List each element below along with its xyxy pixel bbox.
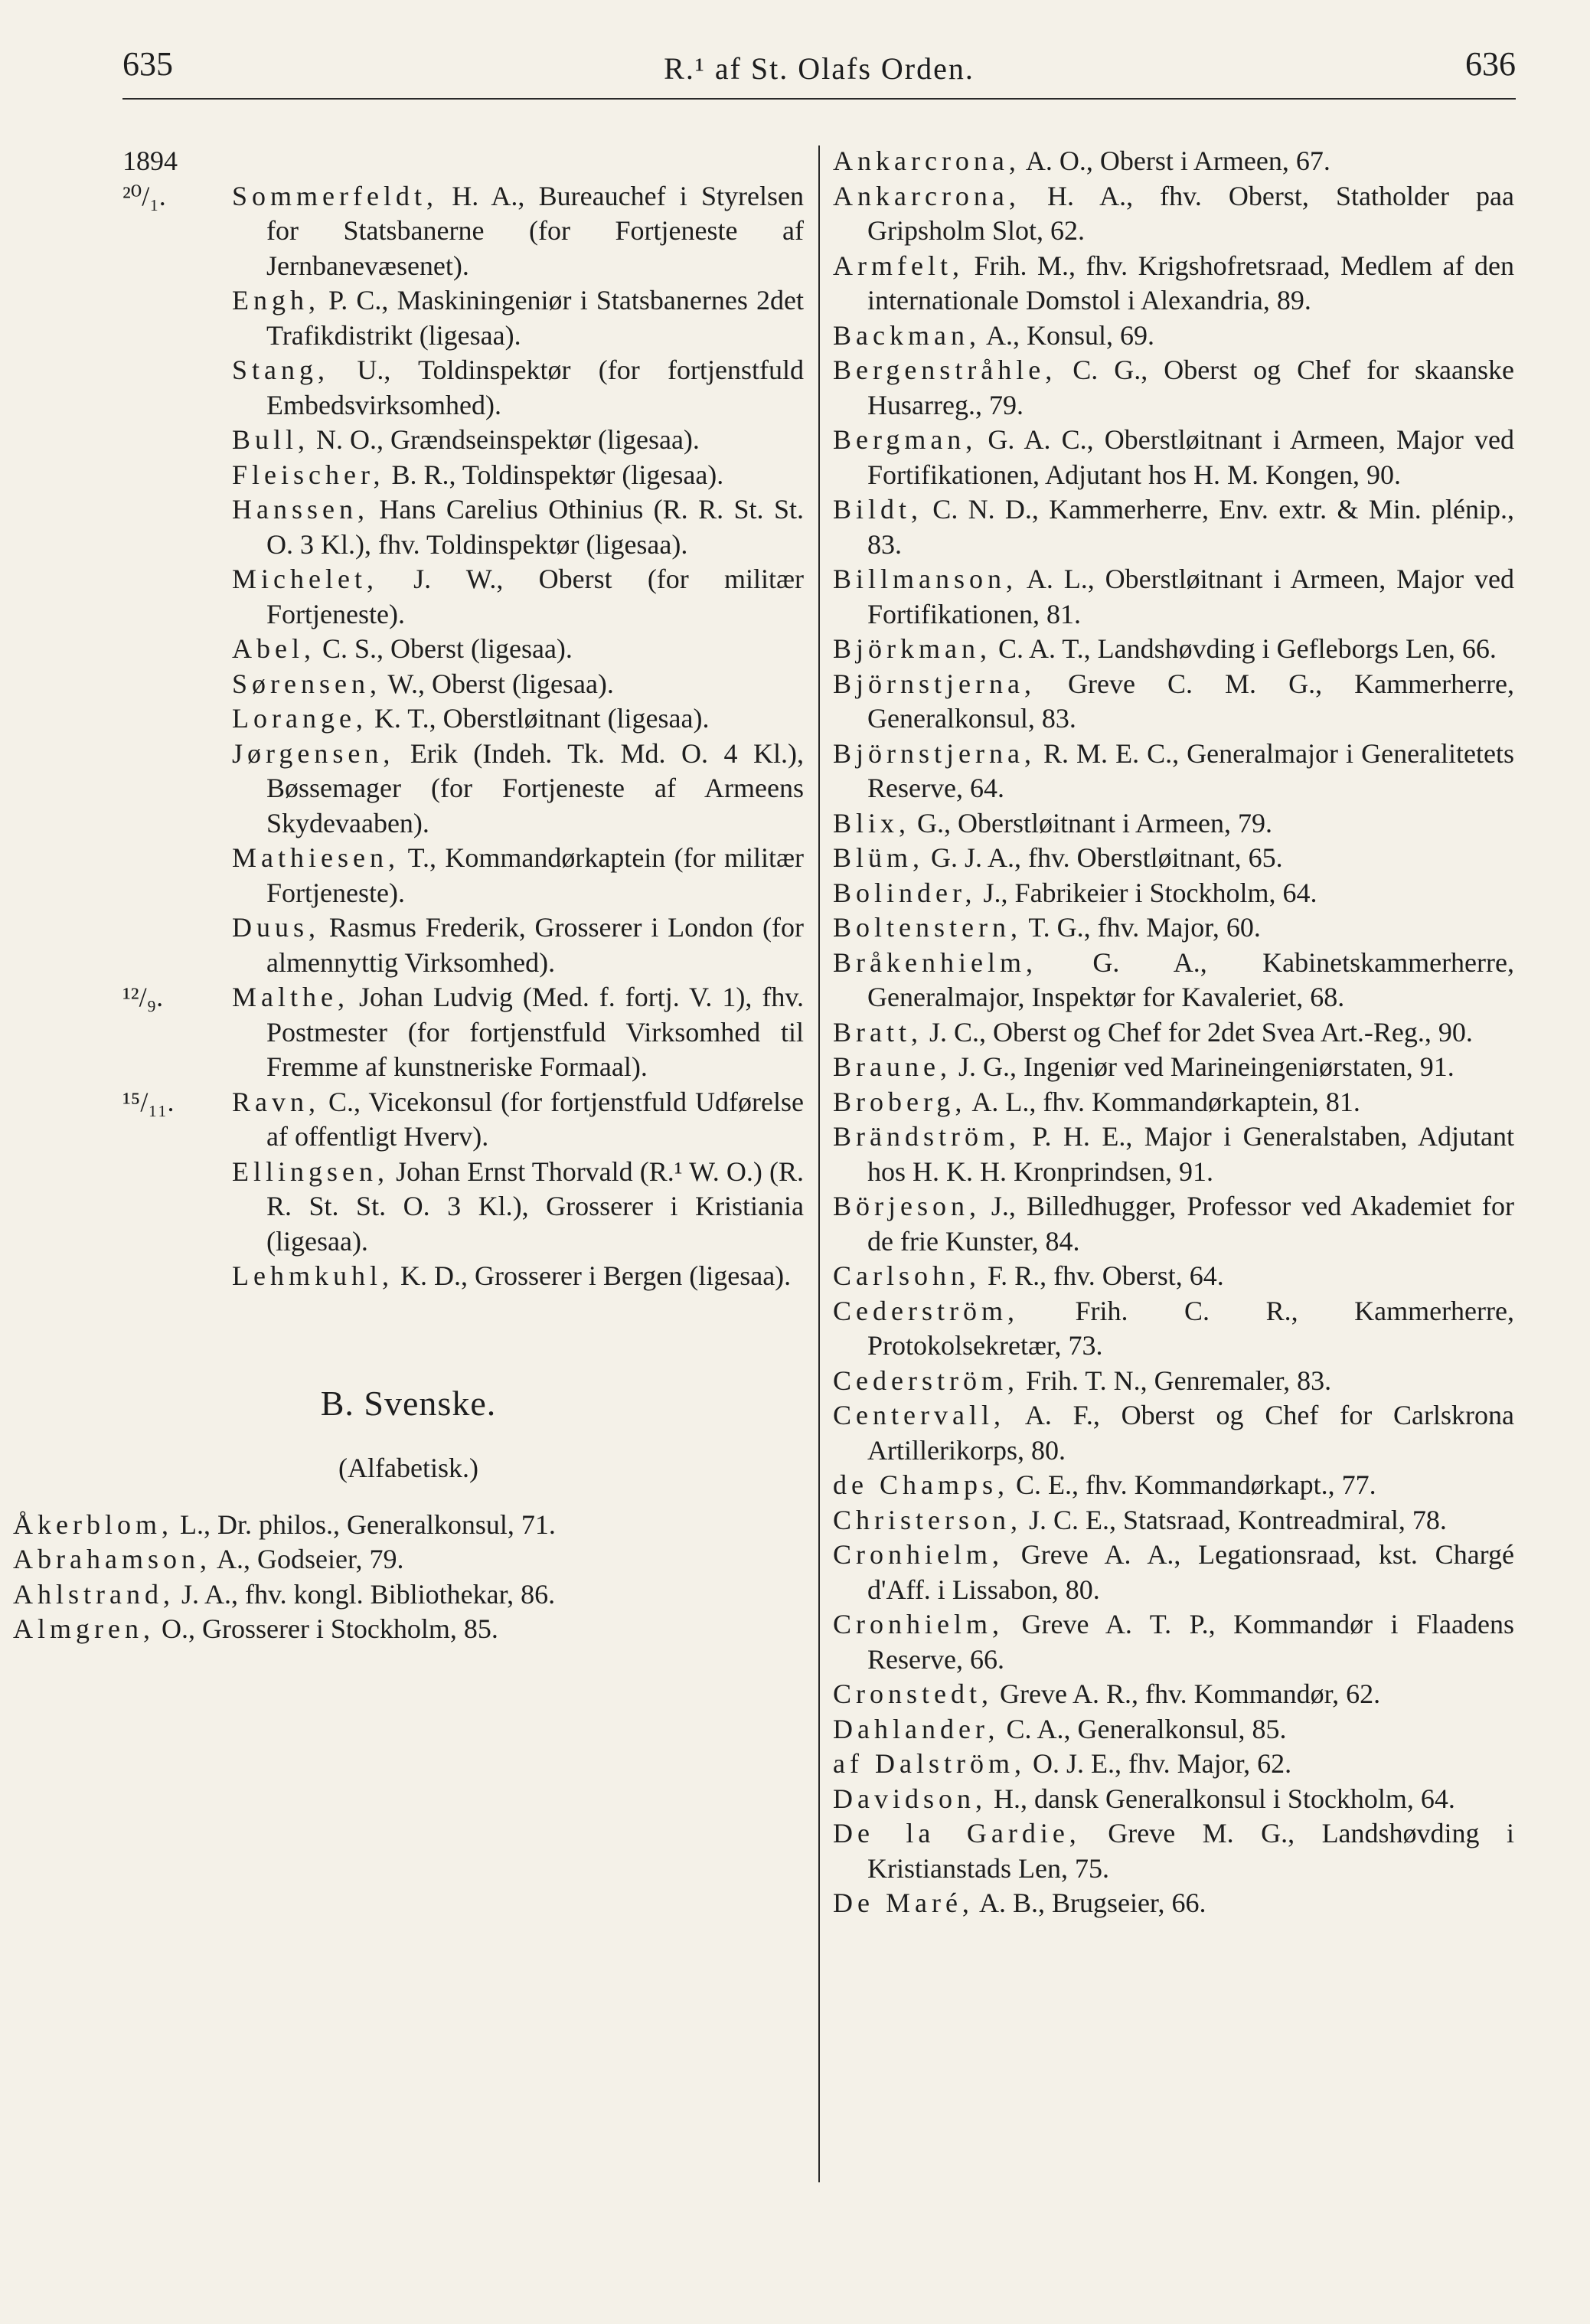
entry-text: G., Oberstløitnant i Armeen, 79.	[910, 807, 1272, 838]
entry	[833, 1050, 1514, 1085]
header-rule	[122, 98, 1516, 100]
entry	[833, 1747, 1514, 1782]
entry-text: Greve M. G., Landshøvding i Kristianstads Len, 75.	[867, 1818, 1515, 1884]
entry-body	[232, 423, 804, 458]
entry-name: Blix,	[833, 807, 911, 838]
entry-name: Lehmkuhl,	[232, 1260, 393, 1291]
entry-name: Cronstedt,	[833, 1678, 993, 1709]
entry-body	[232, 562, 804, 632]
entry-date: ¹²/₉.	[122, 982, 164, 1012]
entry-text: A. O., Oberst i Armeen, 67.	[1020, 145, 1330, 176]
entry-body	[232, 179, 804, 284]
entry	[13, 1612, 804, 1647]
entry-text: L., Dr. philos., Generalkonsul, 71.	[172, 1508, 556, 1540]
entry-text: Johan Ludvig (Med. f. fortj. V. 1), fhv. Postmester (for fortjenstfuld Virksomhed til Fremme af kunstneriske Formaal).	[266, 982, 804, 1082]
entry-body	[232, 667, 804, 702]
entry-body	[232, 980, 804, 1085]
entry-name: Mathiesen,	[232, 842, 400, 873]
entry	[833, 876, 1514, 911]
entry-name: Christerson,	[833, 1504, 1022, 1535]
entry-text: T. G., fhv. Major, 60.	[1021, 912, 1261, 943]
entry	[13, 1542, 804, 1577]
entry	[833, 249, 1514, 319]
entry-body	[232, 1155, 804, 1260]
entry-text: Johan Ernst Thorvald (R.¹ W. O.) (R. R. St. St. O. 3 Kl.), Grosserer i Kristiania (ligesaa).	[266, 1155, 804, 1257]
section-subtitle: (Alfabetisk.)	[338, 1453, 478, 1483]
entry	[833, 806, 1514, 842]
entry	[833, 1782, 1514, 1817]
entry	[13, 1577, 804, 1613]
entry	[122, 980, 804, 1085]
entry	[122, 737, 804, 842]
entry-name: af Dalström,	[833, 1748, 1026, 1779]
entry-text: A. L., fhv. Kommandørkaptein, 81.	[966, 1086, 1360, 1117]
entry-body	[232, 1085, 804, 1155]
entry-name: Cronhielm,	[833, 1609, 1004, 1639]
entry-name: Bolinder,	[833, 877, 977, 908]
entry-name: Armfelt,	[833, 250, 964, 281]
entry	[833, 1364, 1514, 1399]
entry-name: Björnstjerna,	[833, 737, 1036, 769]
entry-name: Malthe,	[232, 982, 349, 1012]
entry-name: Bergenstråhle,	[833, 355, 1057, 385]
entry	[833, 1607, 1514, 1677]
entry	[833, 1294, 1514, 1364]
entry-text: G. A. C., Oberstløitnant i Armeen, Major ved Fortifikationen, Adjutant hos H. M. Kongen, 90.	[867, 424, 1514, 490]
entry-name: Engh,	[232, 285, 320, 315]
entry-text: Greve A. A., Legationsraad, kst. Chargé d'Aff. i Lissabon, 80.	[867, 1539, 1514, 1605]
entry	[833, 1538, 1514, 1607]
entry	[833, 737, 1514, 806]
entry-body	[232, 632, 804, 667]
entry-text: A. F., Oberst og Chef for Carlskrona Artillerikorps, 80.	[867, 1400, 1514, 1466]
entry-name: Åkerblom,	[13, 1508, 173, 1540]
entry-name: Sommerfeldt,	[232, 180, 438, 211]
entry-name: Braune,	[833, 1051, 952, 1082]
entry-name: Brändström,	[833, 1121, 1020, 1152]
entry-text: J. C. E., Statsraad, Kontreadmiral, 78.	[1022, 1504, 1447, 1535]
entry-text: Greve C. M. G., Kammerherre, Generalkonsul, 83.	[867, 668, 1514, 734]
entry-text: K. T., Oberstløitnant (ligesaa).	[367, 703, 710, 734]
entry-name: Stang,	[232, 355, 330, 385]
entry-text: Rasmus Frederik, Grosserer i London (for almennyttig Virksomhed).	[266, 912, 804, 978]
entry-text: R. M. E. C., Generalmajor i Generalitetets Reserve, 64.	[867, 737, 1514, 803]
entry-name: Boltenstern,	[833, 912, 1022, 943]
entry-name: Björkman,	[833, 633, 991, 664]
entry-text: W., Oberst (ligesaa).	[380, 668, 614, 699]
entry	[122, 353, 804, 423]
entry-name: Cederström,	[833, 1295, 1019, 1326]
entry-name: Abrahamson,	[13, 1544, 211, 1574]
entry	[833, 1886, 1514, 1921]
entry-name: de Champs,	[833, 1469, 1009, 1500]
entry	[833, 562, 1514, 632]
entry-name: Bildt,	[833, 494, 923, 525]
entry	[122, 179, 804, 284]
entry-name: Davidson,	[833, 1783, 987, 1814]
entry-name: Björnstjerna,	[833, 668, 1036, 699]
entry	[833, 1398, 1514, 1468]
entry	[833, 1503, 1514, 1538]
right-column	[833, 144, 1514, 1921]
entry-text: B. R., Toldinspektør (ligesaa).	[384, 459, 724, 490]
entry	[833, 910, 1514, 946]
entry-name: Michelet,	[232, 564, 378, 594]
entry	[833, 179, 1514, 249]
entry-name: Cronhielm,	[833, 1539, 1004, 1570]
entry-text: H. A., fhv. Oberst, Statholder paa Gripsholm Slot, 62.	[867, 180, 1514, 246]
entry-body	[232, 841, 804, 910]
entry-text: A. L., Oberstløitnant i Armeen, Major ved Fortifikationen, 81.	[867, 564, 1514, 629]
entry	[122, 562, 804, 632]
entry	[833, 1259, 1514, 1294]
entry-name: Bull,	[232, 424, 310, 455]
column-divider	[818, 145, 820, 2182]
entry-text: Frih. C. R., Kammerherre, Protokolsekretær, 73.	[867, 1295, 1514, 1361]
entry	[833, 1677, 1514, 1712]
entry	[122, 458, 804, 493]
entry-text: A., Godseier, 79.	[211, 1544, 404, 1574]
entry-name: Dahlander,	[833, 1713, 1000, 1744]
entry-name: Bergman,	[833, 424, 978, 455]
entry-name: Ellingsen,	[232, 1155, 389, 1187]
entry-text: J., Billedhugger, Professor ved Akademiet for de frie Kunster, 84.	[867, 1191, 1514, 1257]
entry	[833, 319, 1514, 354]
entry-text: H., dansk Generalkonsul i Stockholm, 64.	[987, 1783, 1455, 1814]
entry-date: ¹⁵/₁₁.	[122, 1086, 175, 1117]
entry-name: Jørgensen,	[232, 737, 395, 769]
entry-name: Billmanson,	[833, 564, 1018, 594]
entry-name: Cederström,	[833, 1365, 1019, 1396]
entry	[833, 1015, 1514, 1051]
entry-body	[232, 1259, 804, 1294]
entry-body	[232, 492, 804, 562]
entry-text: C. G., Oberst og Chef for skaanske Husarreg., 79.	[867, 355, 1514, 420]
entry-name: Ravn,	[232, 1086, 320, 1117]
entry	[122, 632, 804, 667]
entry-text: C. A. T., Landshøvding i Gefleborgs Len, 66.	[991, 633, 1497, 664]
entry-text: J. G., Ingeniør ved Marineingeniørstaten, 91.	[951, 1051, 1455, 1082]
entry-text: G. A., Kabinetskammerherre, Generalmajor, Inspektør for Kavaleriet, 68.	[867, 946, 1514, 1012]
entry-name: Blüm,	[833, 842, 925, 873]
entry-name: Backman,	[833, 319, 981, 351]
entry-text: P. C., Maskiningeniør i Statsbanernes 2det Trafikdistrikt (ligesaa).	[266, 285, 804, 351]
entry	[833, 1816, 1514, 1886]
entry-name: Duus,	[232, 912, 321, 943]
entry-text: H. A., Bureauchef i Styrelsen for Statsbanerne (for Fortjeneste af Jernbanevæsenet).	[266, 180, 804, 281]
entry-text: J. W., Oberst (for militær Fortjeneste).	[266, 564, 804, 629]
entry-body	[232, 353, 804, 423]
entry-text: F. R., fhv. Oberst, 64.	[981, 1260, 1224, 1291]
norwegian-entries	[122, 179, 804, 1294]
entry-name: Centervall,	[833, 1400, 1005, 1430]
left-page-number: 635	[122, 45, 173, 83]
running-title: R.¹ af St. Olafs Orden.	[664, 51, 975, 86]
entry	[833, 1468, 1514, 1503]
entry	[833, 841, 1514, 876]
entry-text: U., Toldinspektør (for fortjenstfuld Embedsvirksomhed).	[266, 355, 804, 420]
entry	[122, 492, 804, 562]
entry-body	[232, 737, 804, 842]
swedish-entries-left	[13, 1508, 804, 1647]
entry	[833, 667, 1514, 737]
entry-date: ²⁰/₁.	[122, 180, 166, 211]
entry	[122, 423, 804, 458]
entry-name: De la Gardie,	[833, 1818, 1081, 1848]
entry	[833, 423, 1514, 492]
entry	[122, 667, 804, 702]
entry	[122, 283, 804, 353]
entry-name: Ankarcrona,	[833, 145, 1020, 176]
page-header	[122, 44, 1516, 98]
entry-text: Frih. M., fhv. Krigshofretsraad, Medlem af den internationale Domstol i Alexandria, 89.	[867, 250, 1514, 315]
entry-text: T., Kommandørkaptein (for militær Fortjeneste).	[266, 842, 804, 908]
entry-name: Almgren,	[13, 1613, 155, 1644]
entry-name: Fleischer,	[232, 459, 385, 490]
entry	[122, 1155, 804, 1260]
entry-text: C. N. D., Kammerherre, Env. extr. & Min. plénip., 83.	[867, 494, 1514, 560]
entry-text: A., Konsul, 69.	[980, 319, 1154, 351]
entry-text: J. A., fhv. kongl. Bibliothekar, 86.	[174, 1578, 556, 1610]
entry-text: N. O., Grændseinspektør (ligesaa).	[309, 424, 700, 455]
entry-name: Bratt,	[833, 1016, 922, 1048]
entry	[13, 1508, 804, 1543]
entry	[833, 492, 1514, 562]
entry	[122, 841, 804, 910]
entry	[833, 946, 1514, 1015]
entry-text: O., Grosserer i Stockholm, 85.	[154, 1613, 498, 1644]
entry-name: Ahlstrand,	[13, 1578, 175, 1610]
entry-name: Börjeson,	[833, 1191, 981, 1221]
entry-text: C. A., Generalkonsul, 85.	[999, 1713, 1287, 1744]
entry-text: J. C., Oberst og Chef for 2det Svea Art.-Reg., 90.	[922, 1016, 1473, 1048]
entry-name: Ankarcrona,	[833, 180, 1020, 211]
left-column	[13, 144, 804, 1647]
swedish-section	[13, 1383, 804, 1647]
entry-text: J., Fabrikeier i Stockholm, 64.	[976, 877, 1317, 908]
entry-text: A. B., Brugseier, 66.	[973, 1888, 1206, 1918]
entry-name: Carlsohn,	[833, 1260, 981, 1291]
entry-text: Hans Carelius Othinius (R. R. St. St. O. 3 Kl.), fhv. Toldinspektør (ligesaa).	[266, 494, 804, 560]
entry-name: Hanssen,	[232, 494, 369, 525]
entry-text: Frih. T. N., Genremaler, 83.	[1018, 1365, 1332, 1396]
entry-name: Bråkenhielm,	[833, 946, 1037, 978]
entry-text: Greve A. T. P., Kommandør i Flaadens Reserve, 66.	[867, 1609, 1514, 1675]
entry-text: P. H. E., Major i Generalstaben, Adjutant hos H. K. H. Kronprindsen, 91.	[867, 1121, 1514, 1187]
entry	[833, 632, 1514, 667]
entry-text: Erik (Indeh. Tk. Md. O. 4 Kl.), Bøssemager (for Fortjeneste af Armeens Skydevaaben).	[266, 737, 804, 838]
entry-text: C. S., Oberst (ligesaa).	[315, 633, 573, 664]
entry	[833, 353, 1514, 423]
entry-name: Sørensen,	[232, 668, 381, 699]
entry-text: K. D., Grosserer i Bergen (ligesaa).	[393, 1260, 792, 1291]
entry-name: De Maré,	[833, 1888, 974, 1918]
entry	[833, 1085, 1514, 1120]
entry-text: C., Vicekonsul (for fortjenstfuld Udførelse af offentligt Hverv).	[266, 1086, 804, 1152]
right-page-number: 636	[1465, 45, 1516, 83]
year-label: 1894	[122, 145, 178, 176]
entry	[833, 144, 1514, 179]
entry-text: O. J. E., fhv. Major, 62.	[1025, 1748, 1292, 1779]
entry-name: Lorange,	[232, 703, 367, 734]
entry-body	[232, 458, 804, 493]
entry	[833, 1712, 1514, 1747]
entry	[122, 1259, 804, 1294]
entry-text: G. J. A., fhv. Oberstløitnant, 65.	[924, 842, 1283, 873]
entry-name: Abel,	[232, 633, 315, 664]
entry-body	[232, 283, 804, 353]
entry-body	[232, 701, 804, 737]
entry-body	[232, 910, 804, 980]
entry	[122, 910, 804, 980]
section-title: B. Svenske.	[320, 1383, 497, 1423]
entry-name: Broberg,	[833, 1086, 967, 1117]
entry-text: C. E., fhv. Kommandørkapt., 77.	[1008, 1469, 1376, 1500]
entry	[833, 1189, 1514, 1259]
entry-text: Greve A. R., fhv. Kommandør, 62.	[993, 1678, 1381, 1709]
entry	[122, 701, 804, 737]
entry	[833, 1120, 1514, 1189]
entry	[122, 1085, 804, 1155]
